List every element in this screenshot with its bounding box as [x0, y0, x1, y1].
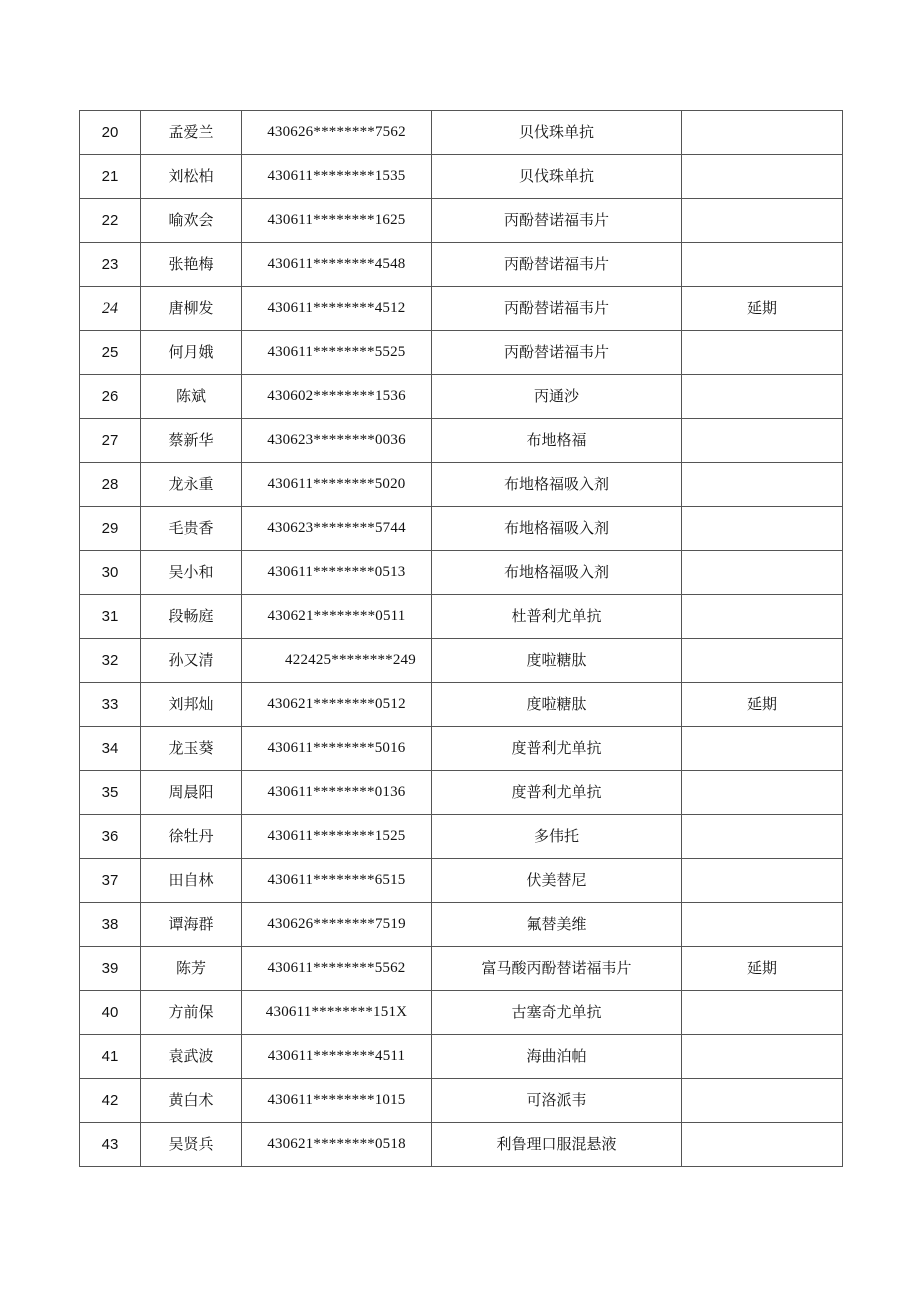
drug-name: 丙酚替诺福韦片: [432, 243, 682, 287]
row-number: 33: [80, 683, 141, 727]
table-row: [80, 595, 843, 639]
remark: 延期: [682, 287, 843, 331]
patient-name: 唐柳发: [141, 287, 242, 331]
id-number: 430611********5562: [242, 947, 432, 991]
row-number: 42: [80, 1079, 141, 1123]
row-number: 22: [80, 199, 141, 243]
remark: [682, 639, 843, 683]
drug-name: 海曲泊帕: [432, 1035, 682, 1079]
remark: [682, 727, 843, 771]
patient-name: 黄白术: [141, 1079, 242, 1123]
patient-name: 龙永重: [141, 463, 242, 507]
table-row: [80, 243, 843, 287]
table-row: [80, 947, 843, 991]
id-number: 430602********1536: [242, 375, 432, 419]
id-number: 430611********0513: [242, 551, 432, 595]
drug-name: 贝伐珠单抗: [432, 111, 682, 155]
remark: [682, 991, 843, 1035]
drug-name: 氟替美维: [432, 903, 682, 947]
drug-name: 古塞奇尤单抗: [432, 991, 682, 1035]
row-number: 36: [80, 815, 141, 859]
id-number: 430621********0511: [242, 595, 432, 639]
remark: [682, 155, 843, 199]
patient-name: 陈斌: [141, 375, 242, 419]
table-row: [80, 771, 843, 815]
remark: [682, 507, 843, 551]
row-number: 41: [80, 1035, 141, 1079]
remark: [682, 1123, 843, 1167]
patient-name: 喻欢会: [141, 199, 242, 243]
id-number: 430611********5016: [242, 727, 432, 771]
id-number: 430623********5744: [242, 507, 432, 551]
id-number: 430611********1015: [242, 1079, 432, 1123]
remark: [682, 243, 843, 287]
drug-name: 贝伐珠单抗: [432, 155, 682, 199]
row-number: 25: [80, 331, 141, 375]
row-number: 20: [80, 111, 141, 155]
table-row: [80, 463, 843, 507]
id-number: 430611********5020: [242, 463, 432, 507]
id-number: 430611********4512: [242, 287, 432, 331]
remark: [682, 463, 843, 507]
id-number: 430611********1625: [242, 199, 432, 243]
drug-name: 布地格福吸入剂: [432, 463, 682, 507]
remark: [682, 331, 843, 375]
row-number: 38: [80, 903, 141, 947]
id-number: 430623********0036: [242, 419, 432, 463]
drug-name: 杜普利尤单抗: [432, 595, 682, 639]
table-row: [80, 199, 843, 243]
patient-name: 陈芳: [141, 947, 242, 991]
id-number: 422425********249: [242, 639, 432, 683]
row-number: 37: [80, 859, 141, 903]
remark: [682, 551, 843, 595]
id-number: 430611********1535: [242, 155, 432, 199]
patient-name: 刘邦灿: [141, 683, 242, 727]
drug-name: 布地格福: [432, 419, 682, 463]
remark: 延期: [682, 947, 843, 991]
drug-name: 度普利尤单抗: [432, 727, 682, 771]
row-number: 26: [80, 375, 141, 419]
id-number: 430621********0518: [242, 1123, 432, 1167]
id-number: 430621********0512: [242, 683, 432, 727]
patient-name: 蔡新华: [141, 419, 242, 463]
drug-name: 度普利尤单抗: [432, 771, 682, 815]
patient-name: 张艳梅: [141, 243, 242, 287]
drug-name: 度啦糖肽: [432, 683, 682, 727]
table-row: [80, 1079, 843, 1123]
table-row: [80, 375, 843, 419]
table-row: [80, 683, 843, 727]
remark: [682, 595, 843, 639]
remark: [682, 199, 843, 243]
row-number: 23: [80, 243, 141, 287]
row-number: 31: [80, 595, 141, 639]
table-row: [80, 859, 843, 903]
drug-name: 丙酚替诺福韦片: [432, 199, 682, 243]
table-row: [80, 639, 843, 683]
remark: [682, 771, 843, 815]
row-number: 32: [80, 639, 141, 683]
patient-name: 孟爱兰: [141, 111, 242, 155]
table-row: [80, 903, 843, 947]
patient-drug-table: [79, 110, 843, 1167]
patient-name: 段畅庭: [141, 595, 242, 639]
drug-name: 度啦糖肽: [432, 639, 682, 683]
drug-name: 多伟托: [432, 815, 682, 859]
patient-name: 徐牡丹: [141, 815, 242, 859]
row-number: 34: [80, 727, 141, 771]
table-row: [80, 507, 843, 551]
id-number: 430611********4548: [242, 243, 432, 287]
id-number: 430611********5525: [242, 331, 432, 375]
row-number: 24: [80, 287, 141, 331]
drug-name: 可洛派韦: [432, 1079, 682, 1123]
patient-name: 毛贵香: [141, 507, 242, 551]
id-number: 430611********4511: [242, 1035, 432, 1079]
table-row: [80, 111, 843, 155]
table-row: [80, 991, 843, 1035]
id-number: 430626********7562: [242, 111, 432, 155]
patient-name: 孙又清: [141, 639, 242, 683]
remark: [682, 903, 843, 947]
drug-name: 富马酸丙酚替诺福韦片: [432, 947, 682, 991]
patient-name: 吴小和: [141, 551, 242, 595]
patient-name: 方前保: [141, 991, 242, 1035]
id-number: 430626********7519: [242, 903, 432, 947]
row-number: 30: [80, 551, 141, 595]
drug-name: 利鲁理口服混悬液: [432, 1123, 682, 1167]
row-number: 29: [80, 507, 141, 551]
id-number: 430611********6515: [242, 859, 432, 903]
row-number: 39: [80, 947, 141, 991]
remark: [682, 859, 843, 903]
drug-name: 布地格福吸入剂: [432, 551, 682, 595]
drug-name: 丙酚替诺福韦片: [432, 331, 682, 375]
patient-name: 周晨阳: [141, 771, 242, 815]
row-number: 35: [80, 771, 141, 815]
remark: [682, 1079, 843, 1123]
row-number: 28: [80, 463, 141, 507]
remark: [682, 375, 843, 419]
table-body: [80, 111, 843, 1167]
patient-name: 吴贤兵: [141, 1123, 242, 1167]
table-row: [80, 815, 843, 859]
patient-name: 龙玉葵: [141, 727, 242, 771]
drug-name: 丙通沙: [432, 375, 682, 419]
table-row: [80, 419, 843, 463]
patient-name: 田自林: [141, 859, 242, 903]
id-number: 430611********1525: [242, 815, 432, 859]
row-number: 21: [80, 155, 141, 199]
table-row: [80, 1123, 843, 1167]
remark: 延期: [682, 683, 843, 727]
id-number: 430611********0136: [242, 771, 432, 815]
row-number: 27: [80, 419, 141, 463]
table-row: [80, 551, 843, 595]
remark: [682, 419, 843, 463]
patient-name: 袁武波: [141, 1035, 242, 1079]
table-row: [80, 727, 843, 771]
table-row: [80, 287, 843, 331]
row-number: 43: [80, 1123, 141, 1167]
table-row: [80, 155, 843, 199]
patient-name: 刘松柏: [141, 155, 242, 199]
remark: [682, 1035, 843, 1079]
patient-name: 何月娥: [141, 331, 242, 375]
drug-name: 伏美替尼: [432, 859, 682, 903]
row-number: 40: [80, 991, 141, 1035]
patient-name: 谭海群: [141, 903, 242, 947]
table-row: [80, 331, 843, 375]
id-number: 430611********151X: [242, 991, 432, 1035]
drug-name: 布地格福吸入剂: [432, 507, 682, 551]
remark: [682, 111, 843, 155]
drug-name: 丙酚替诺福韦片: [432, 287, 682, 331]
table-row: [80, 1035, 843, 1079]
remark: [682, 815, 843, 859]
